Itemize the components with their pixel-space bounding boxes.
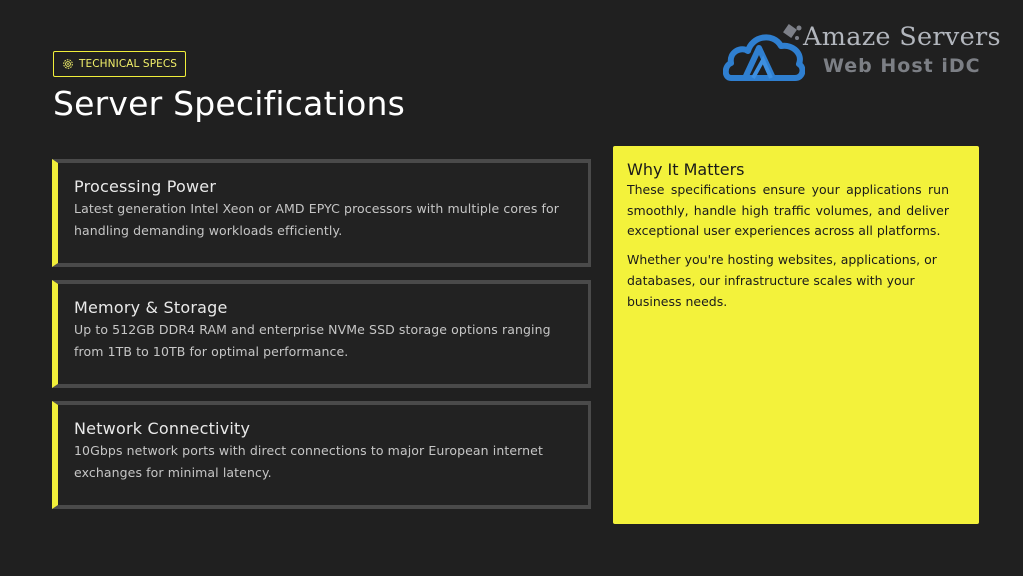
technical-specs-badge xyxy=(53,51,186,77)
why-it-matters-panel xyxy=(613,146,979,524)
spec-cards-list xyxy=(52,159,591,522)
spec-card-memory-storage xyxy=(52,280,591,388)
spec-card-title: Processing Power xyxy=(74,177,217,196)
spec-card-processing-power xyxy=(52,159,591,267)
logo-wordmark-web-host: Web Host iDC xyxy=(823,55,981,77)
spec-card-description: Latest generation Intel Xeon or AMD EPYC processors with multiple cores for handling demanding workloads efficiently. xyxy=(74,201,560,238)
panel-title: Why It Matters xyxy=(627,160,745,179)
badge-label: TECHNICAL SPECS xyxy=(79,58,178,70)
panel-paragraph: Whether you're hosting websites, applications, or databases, our infrastructure scales with your business needs. xyxy=(627,251,937,309)
spec-card-description: 10Gbps network ports with direct connections to major European internet exchanges for minimal latency. xyxy=(74,443,543,480)
panel-paragraph: These specifications ensure your applications run smoothly, handle high traffic volumes, and deliver exceptional user experiences across all platforms. xyxy=(627,182,949,238)
gear-icon xyxy=(62,58,74,70)
brand-logo[interactable] xyxy=(723,22,1005,82)
logo-wordmark-amaze-servers: Amaze Servers xyxy=(803,22,1001,52)
page-title: Server Specifications xyxy=(53,84,405,123)
spec-card-title: Memory & Storage xyxy=(74,298,228,317)
spec-card-title: Network Connectivity xyxy=(74,419,251,438)
spec-card-description: Up to 512GB DDR4 RAM and enterprise NVMe SSD storage options ranging from 1TB to 10TB for optimal performance. xyxy=(74,322,551,359)
spec-card-network-connectivity xyxy=(52,401,591,509)
